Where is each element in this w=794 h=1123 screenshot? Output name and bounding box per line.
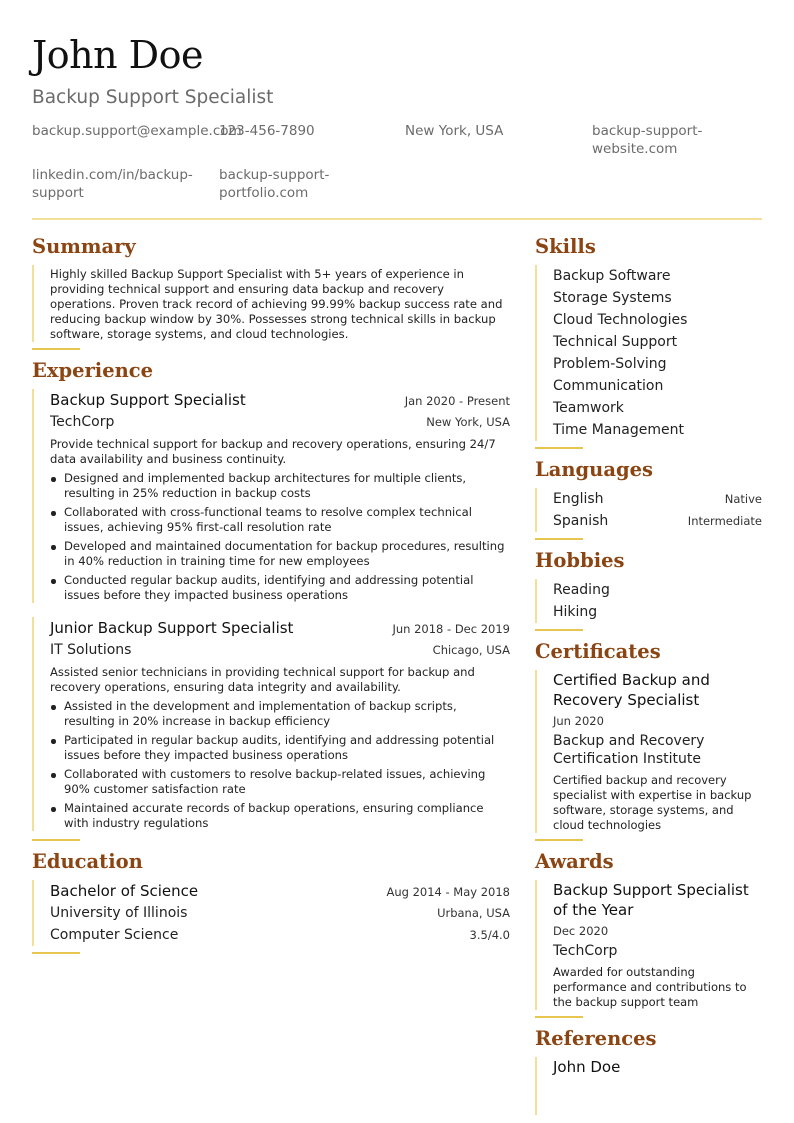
language-item bbox=[553, 510, 762, 532]
contact-location: New York, USA bbox=[405, 123, 504, 139]
language-level: Native bbox=[724, 492, 762, 506]
right-column bbox=[535, 234, 762, 1115]
skills-underline bbox=[535, 447, 583, 449]
job-company: TechCorp bbox=[50, 414, 115, 430]
candidate-name: John Doe bbox=[32, 33, 203, 77]
job-bullets bbox=[50, 471, 510, 603]
job-description: Assisted senior technicians in providing technical support for backup and recovery operations, ensuring data integrity and availability. bbox=[50, 665, 475, 694]
education-school: University of Illinois bbox=[50, 905, 188, 921]
job-entry bbox=[32, 389, 510, 603]
awards-section bbox=[535, 849, 762, 1018]
resume-columns bbox=[32, 234, 762, 1115]
hobbies-section bbox=[535, 548, 762, 631]
certificates-section bbox=[535, 639, 762, 841]
certificate-issuer: Backup and Recovery Certification Institute bbox=[553, 733, 705, 767]
certificates-heading: Certificates bbox=[535, 640, 661, 663]
job-title: Backup Support Specialist bbox=[50, 391, 246, 409]
job-bullet: Participated in regular backup audits, identifying and addressing potential issues before they impacted business operations bbox=[50, 733, 510, 763]
job-bullet: Collaborated with customers to resolve backup-related issues, achieving 90% customer satisfaction rate bbox=[50, 767, 510, 797]
education-underline bbox=[32, 952, 80, 954]
experience-heading: Experience bbox=[32, 359, 154, 382]
education-location: Urbana, USA bbox=[437, 906, 510, 920]
hobbies-underline bbox=[535, 629, 583, 631]
job-location: New York, USA bbox=[426, 415, 510, 429]
job-bullet: Conducted regular backup audits, identifying and addressing potential issues before they impacted business operations bbox=[50, 573, 510, 603]
contact-email[interactable]: backup.support@example.com bbox=[32, 123, 242, 139]
hobbies-heading: Hobbies bbox=[535, 549, 625, 572]
skills-block bbox=[535, 265, 762, 441]
contact-info bbox=[32, 122, 762, 202]
certificates-block bbox=[535, 670, 762, 833]
contact-portfolio[interactable]: backup-support-portfolio.com bbox=[219, 167, 330, 201]
languages-section bbox=[535, 457, 762, 540]
candidate-role: Backup Support Specialist bbox=[32, 87, 274, 108]
summary-block bbox=[32, 265, 510, 342]
skills-heading: Skills bbox=[535, 235, 596, 258]
reference-name: John Doe bbox=[553, 1058, 621, 1076]
education-block bbox=[32, 880, 510, 946]
job-company: IT Solutions bbox=[50, 642, 132, 658]
education-degree: Bachelor of Science bbox=[50, 882, 199, 900]
education-heading: Education bbox=[32, 850, 143, 873]
education-field: Computer Science bbox=[50, 927, 179, 943]
job-date: Jan 2020 - Present bbox=[404, 394, 510, 408]
languages-block bbox=[535, 488, 762, 532]
job-title: Junior Backup Support Specialist bbox=[50, 619, 294, 637]
references-heading: References bbox=[535, 1027, 657, 1050]
skill-item: Communication bbox=[553, 378, 664, 394]
summary-text: Highly skilled Backup Support Specialist with 5+ years of experience in providing technical support and ensuring data backup and recovery operations. Proven track record of achieving 99.99% backup success rate and reducing backup window by 30%. Possesses strong technical skills in backup software, storage systems, and cloud technologies. bbox=[50, 267, 503, 341]
language-name: English bbox=[553, 491, 604, 507]
award-description: Awarded for outstanding performance and contributions to the backup support team bbox=[553, 965, 747, 1009]
award-date: Dec 2020 bbox=[553, 924, 609, 938]
hobby-item: Reading bbox=[553, 582, 610, 598]
skill-item: Time Management bbox=[553, 422, 684, 438]
job-bullet: Maintained accurate records of backup operations, ensuring compliance with industry regulations bbox=[50, 801, 510, 831]
skill-item: Storage Systems bbox=[553, 290, 672, 306]
skill-item: Backup Software bbox=[553, 268, 671, 284]
hobby-item: Hiking bbox=[553, 604, 598, 620]
job-description: Provide technical support for backup and recovery operations, ensuring 24/7 data availability and business continuity. bbox=[50, 437, 496, 466]
languages-underline bbox=[535, 538, 583, 540]
left-column bbox=[32, 234, 510, 1115]
job-date: Jun 2018 - Dec 2019 bbox=[392, 622, 510, 636]
summary-heading: Summary bbox=[32, 235, 136, 258]
skill-item: Technical Support bbox=[553, 334, 678, 350]
job-bullet: Collaborated with cross-functional teams to resolve complex technical issues, achieving 95% first-call resolution rate bbox=[50, 505, 510, 535]
job-bullets bbox=[50, 699, 510, 831]
job-bullet: Designed and implemented backup architectures for multiple clients, resulting in 25% reduction in backup costs bbox=[50, 471, 510, 501]
job-location: Chicago, USA bbox=[432, 643, 510, 657]
experience-underline bbox=[32, 839, 80, 841]
header-divider bbox=[32, 218, 762, 220]
language-name: Spanish bbox=[553, 513, 609, 529]
summary-underline bbox=[32, 348, 80, 350]
skill-item: Problem-Solving bbox=[553, 356, 667, 372]
language-level: Intermediate bbox=[687, 514, 762, 528]
certificate-name: Certified Backup and Recovery Specialist bbox=[553, 671, 710, 709]
awards-underline bbox=[535, 1016, 583, 1018]
job-bullet: Developed and maintained documentation for backup procedures, resulting in 40% reduction in training time for new employees bbox=[50, 539, 510, 569]
contact-website[interactable]: backup-support-website.com bbox=[592, 123, 703, 157]
languages-heading: Languages bbox=[535, 458, 653, 481]
language-item bbox=[553, 488, 762, 510]
education-gpa: 3.5/4.0 bbox=[469, 928, 510, 942]
education-section bbox=[32, 849, 510, 954]
contact-phone[interactable]: 123-456-7890 bbox=[219, 123, 315, 139]
certificate-date: Jun 2020 bbox=[553, 714, 604, 728]
hobbies-block bbox=[535, 579, 762, 623]
award-issuer: TechCorp bbox=[553, 943, 618, 959]
job-bullet: Assisted in the development and implementation of backup scripts, resulting in 20% increase in backup efficiency bbox=[50, 699, 510, 729]
award-name: Backup Support Specialist of the Year bbox=[553, 881, 749, 919]
references-block bbox=[535, 1057, 762, 1115]
skill-item: Teamwork bbox=[553, 400, 624, 416]
summary-section bbox=[32, 234, 510, 350]
job-entry bbox=[32, 617, 510, 831]
references-section bbox=[535, 1026, 762, 1115]
awards-heading: Awards bbox=[535, 850, 614, 873]
contact-linkedin[interactable]: linkedin.com/in/backup-support bbox=[32, 167, 193, 201]
experience-section bbox=[32, 358, 510, 841]
education-date: Aug 2014 - May 2018 bbox=[386, 885, 510, 899]
skill-item: Cloud Technologies bbox=[553, 312, 688, 328]
awards-block bbox=[535, 880, 762, 1010]
certificates-underline bbox=[535, 839, 583, 841]
certificate-description: Certified backup and recovery specialist with expertise in backup software, storage systems, and cloud technologies bbox=[553, 773, 752, 832]
skills-section bbox=[535, 234, 762, 449]
